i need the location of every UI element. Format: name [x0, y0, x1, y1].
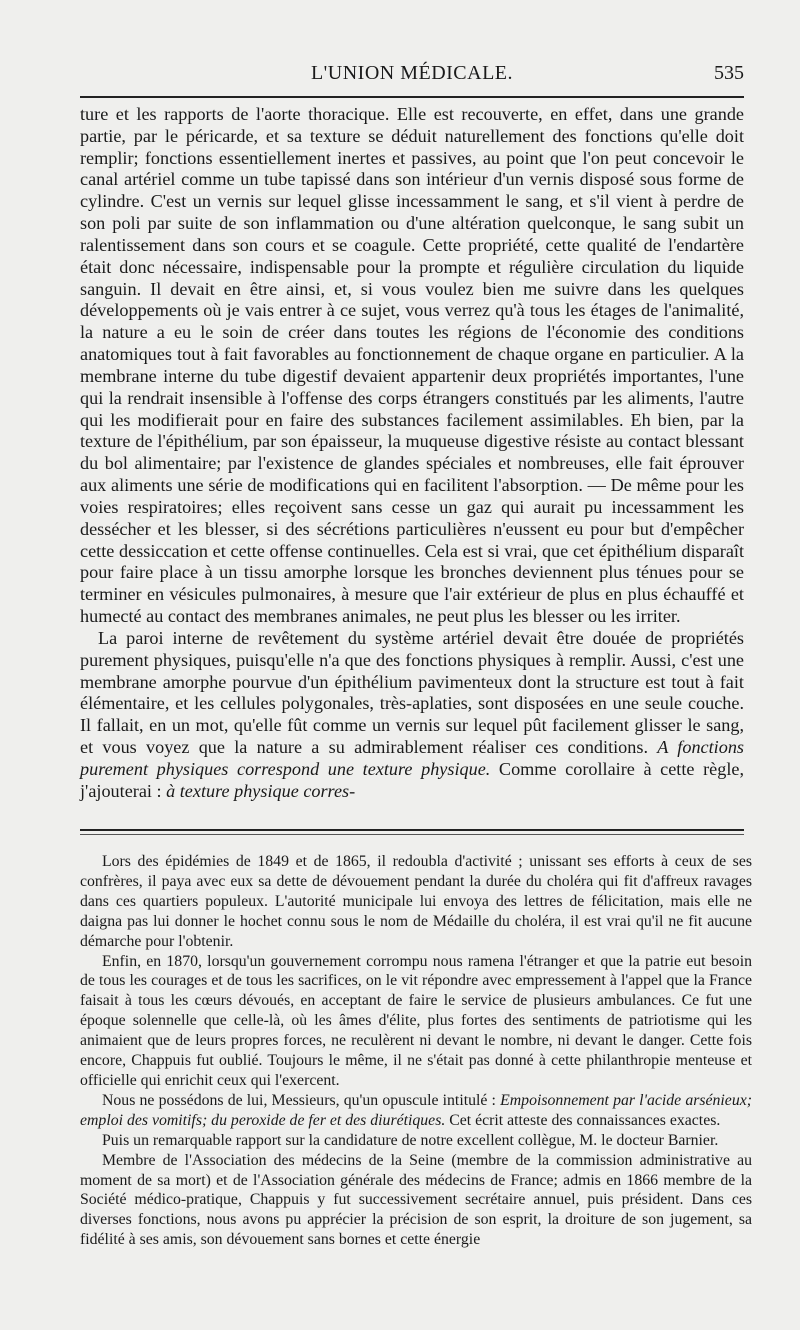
footnote-rule	[80, 829, 744, 831]
main-paragraph-1	[80, 104, 744, 628]
footnote-rule-thin	[80, 834, 744, 835]
text-segment: ture et les rapports de l'aorte thoracique. Elle est recouverte, en effet, dans une grande partie, par le péricarde, et sa texture se déduit naturellement des fonctions qu'elle doit remplir; fonctions essentiellement inertes et passives, au point que l'on peut concevoir le canal artériel comme un tube tapissé dans son intérieur d'un vernis disposé sous forme de cylindre. C'est un vernis sur lequel glisse incessamment le sang, et s'il vient à perdre de son poli par suite de son inflammation ou d'une altération quelconque, le sang subit un ralentissement dans son cours et se coagule. Cette propriété, cette qualité de l'endartère était donc nécessaire, indispensable pour la prompte et régulière circulation du liquide sanguin. Il devait en être ainsi, et, si vous voulez bien me suivre dans les quelques développements où je vais entrer à ce sujet, vous verrez qu'à tous les étages de l'animalité, la nature a eu le soin de créer dans toutes les régions de l'économie des conditions anatomiques tout à fait favorables au fonctionnement de chaque organe en particulier. A la membrane interne du tube digestif devaient appartenir deux propriétés importantes, l'une qui la rendrait insensible à l'offense des corps étrangers constitués par les aliments, l'autre qui les modifierait pour en faire des substances facilement assimilables. Eh bien, par la texture de l'épithélium, par son épaisseur, la muqueuse digestive résiste au contact blessant du bol alimentaire; par l'existence de glandes spéciales et nombreuses, elle fait éprouver aux aliments une série de modifications qui en facilitent l'absorption. — De même pour les voies respiratoires; elles reçoivent sans cesse un gaz qui aurait pu incessamment les dessécher et les blesser, si des sécrétions particulières n'eussent eu pour but d'empêcher cette dessiccation et cette offense continuelles. Cela est si vrai, que cet épithélium disparaît pour faire place à un tissu amorphe lorsque les bronches deviennent plus ténues pour se terminer en vésicules pulmonaires, à mesure que l'air extérieur de plus en plus échauffé et humecté au contact des membranes animales, ne peut plus les blesser ou les irriter.	[80, 104, 744, 627]
note-paragraph-4	[80, 1131, 752, 1151]
italic-text: Empoisonnement par l'acide arsénieux; emploi des vomitifs; du peroxide de fer et des diurétiques.	[80, 1091, 752, 1129]
text-segment: Lors des épidémies de 1849 et de 1865, il redoubla d'activité ; unissant ses efforts à ceux de ses confrères, il paya avec eux sa dette de dévouement pendant la durée du choléra qui fit d'affreux ravages dans ces quartiers populeux. L'autorité municipale lui envoya des lettres de félicitation, mais elle ne daigna pas lui donner le hochet connu sous le nom de Médaille du choléra, il est vrai qu'il ne fit aucune démarche pour l'obtenir.	[80, 853, 752, 950]
text-segment: Membre de l'Association des médecins de la Seine (membre de la commission administrative au moment de sa mort) et de l'Association générale des médecins de France; admis en 1866 membre de la Société médico-pratique, Chappuis y fut successivement secrétaire annuel, puis président. Dans ces diverses fonctions, nous avons pu apprécier la précision de son esprit, la droiture de son jugement, sa fidélité à ses amis, son dévouement sans bornes et cette énergie	[80, 1151, 752, 1249]
italic-text: A fonctions purement physiques correspond une texture physique.	[80, 737, 744, 779]
main-text	[80, 104, 744, 803]
note-paragraph-5	[80, 1151, 752, 1251]
text-segment: Cet écrit atteste des connaissances exactes.	[445, 1111, 721, 1129]
note-paragraph-1	[80, 852, 752, 952]
note-paragraph-3	[80, 1091, 752, 1131]
text-segment: Enfin, en 1870, lorsqu'un gouvernement corrompu nous ramena l'étranger et que la patrie eut besoin de tous les courages et de tous les sacrifices, on le vit répondre avec empressement à l'appel que la France faisait à tous les cœurs dévoués, en acceptant de faire le service de plusieurs ambulances. Ce fut une époque solennelle que celle-là, où les âmes d'élite, plus fortes des sentiments de patriotisme qui les animaient que de leurs propres forces, ne reculèrent ni devant le nombre, ni devant le danger. Cette fois encore, Chappuis fut oublié. Toujours le même, il ne s'était pas donné à cette philanthropie menteuse et officielle qui enrichit ceux qui l'exercent.	[80, 952, 752, 1089]
main-paragraph-2	[80, 628, 744, 803]
page-number: 535	[714, 62, 744, 84]
header-rule	[80, 96, 744, 98]
text-segment: La paroi interne de revêtement du système artériel devait être douée de propriétés purement physiques, puisqu'elle n'a que des fonctions physiques à remplir. Aussi, c'est une membrane amorphe pourvue d'un épithélium pavimenteux dont la structure est tout à fait élémentaire, et les cellules polygonales, très-aplaties, sont disposées en une seule couche. Il fallait, en un mot, qu'elle fût comme un vernis sur lequel pût facilement glisser le sang, et vous voyez que la nature a su admirablement réaliser ces conditions.	[80, 627, 744, 758]
note-paragraph-2	[80, 952, 752, 1091]
page-header	[80, 62, 744, 90]
footnote-text	[80, 852, 752, 1250]
text-segment: Comme corollaire à cette règle, j'ajouterai :	[80, 758, 744, 801]
running-title: L'UNION MÉDICALE.	[310, 62, 514, 84]
text-segment: Nous ne possédons de lui, Messieurs, qu'un opuscule intitulé :	[102, 1091, 501, 1109]
italic-text: à texture physique corres-	[166, 780, 356, 801]
text-segment: Puis un remarquable rapport sur la candidature de notre excellent collègue, M. le docteur Barnier.	[102, 1131, 719, 1149]
